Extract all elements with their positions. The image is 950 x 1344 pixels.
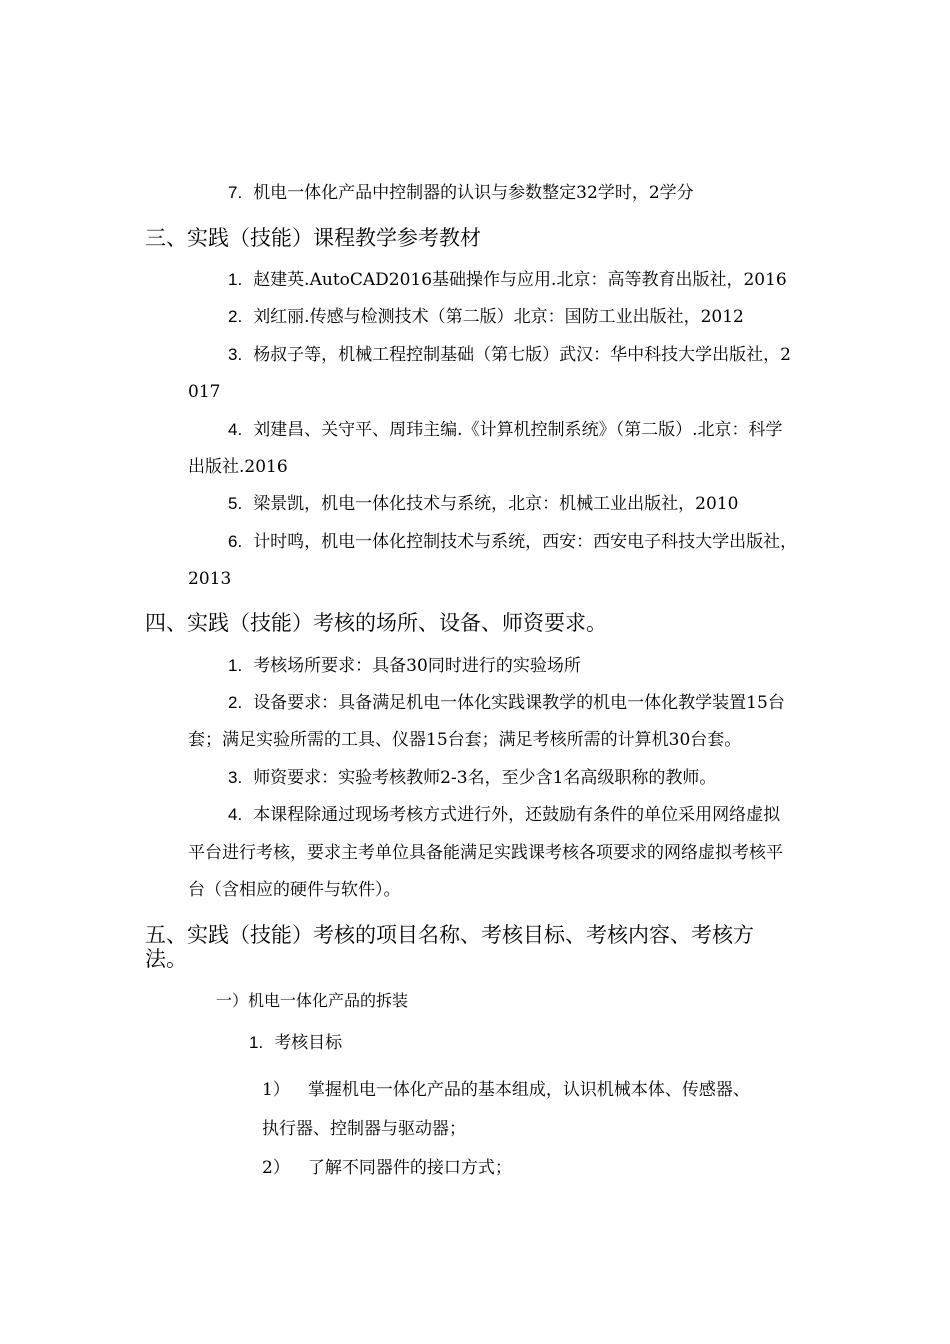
list-text: 机电一体化产品中控制器的认识与参数整定32学时，2学分 (253, 183, 694, 203)
section-heading: 三、实践（技能）课程教学参考教材 (145, 226, 481, 250)
list-text: 刘建昌、关守平、周玮主编.《计算机控制系统》（第二版）.北京：科学 (253, 420, 783, 440)
list-item-continuation: 出版社.2016 (188, 457, 288, 477)
list-item (228, 269, 787, 291)
list-item (228, 767, 716, 789)
subsection-heading: 一）机电一体化产品的拆装 (216, 991, 409, 1010)
list-number: 3. (228, 345, 243, 364)
list-item (228, 182, 694, 204)
list-item-continuation: 平台进行考核，要求主考单位具备能满足实践课考核各项要求的网络虚拟考核平 (188, 843, 783, 863)
section-heading: 五、实践（技能）考核的项目名称、考核目标、考核内容、考核方 (145, 923, 754, 947)
list-text: 掌握机电一体化产品的基本组成，认识机械本体、传感器、 (307, 1080, 750, 1100)
list-item-continuation: 套；满足实验所需的工具、仪器15台套；满足考核所需的计算机30台套。 (188, 730, 742, 750)
list-item (262, 1079, 750, 1101)
list-number: 4. (228, 805, 243, 824)
list-item (228, 692, 785, 714)
list-item (228, 804, 780, 826)
list-item-continuation: 台（含相应的硬件与软件）。 (188, 880, 401, 900)
list-item-continuation: 017 (188, 382, 221, 402)
list-text: 计时鸣，机电一体化控制技术与系统，西安：西安电子科技大学出版社， (253, 532, 798, 552)
list-number: 2. (228, 693, 243, 712)
list-number: 2. (228, 307, 243, 326)
list-item (228, 531, 797, 553)
list-number: 6. (228, 532, 243, 551)
list-item (249, 1032, 342, 1054)
section-heading: 四、实践（技能）考核的场所、设备、师资要求。 (145, 611, 607, 635)
list-number: 4. (228, 420, 243, 439)
section-heading-continuation: 法。 (145, 947, 187, 971)
list-number: 1） (262, 1080, 290, 1100)
list-item (228, 306, 744, 328)
list-number: 7. (228, 183, 243, 202)
list-item (228, 655, 581, 677)
list-text: 杨叔子等，机械工程控制基础（第七版）武汉：华中科技大学出版社，2 (253, 345, 792, 365)
list-text: 考核场所要求：具备30同时进行的实验场所 (253, 656, 581, 676)
list-number: 2） (262, 1158, 290, 1178)
list-text: 设备要求：具备满足机电一体化实践课教学的机电一体化教学装置15台 (253, 693, 785, 713)
list-text: 刘红丽.传感与检测技术（第二版）北京：国防工业出版社，2012 (253, 307, 744, 327)
list-number: 5. (228, 494, 243, 513)
list-item (228, 493, 738, 515)
list-text: 赵建英.AutoCAD2016基础操作与应用.北京：高等教育出版社，2016 (253, 270, 787, 290)
list-number: 3. (228, 768, 243, 787)
list-text: 梁景凯，机电一体化技术与系统，北京：机械工业出版社，2010 (253, 494, 739, 514)
list-item-continuation: 执行器、控制器与驱动器； (262, 1119, 466, 1139)
list-number: 1. (228, 656, 243, 675)
list-number: 1. (228, 270, 243, 289)
list-item-continuation: 2013 (188, 569, 232, 589)
list-text: 本课程除通过现场考核方式进行外，还鼓励有条件的单位采用网络虚拟 (253, 805, 781, 825)
list-item (262, 1157, 512, 1179)
list-text: 了解不同器件的接口方式； (307, 1158, 512, 1178)
list-text: 师资要求：实验考核教师2-3名，至少含1名高级职称的教师。 (253, 768, 717, 788)
list-item (228, 419, 783, 441)
list-text: 考核目标 (274, 1033, 343, 1053)
list-item (228, 344, 791, 366)
list-number: 1. (249, 1033, 264, 1052)
